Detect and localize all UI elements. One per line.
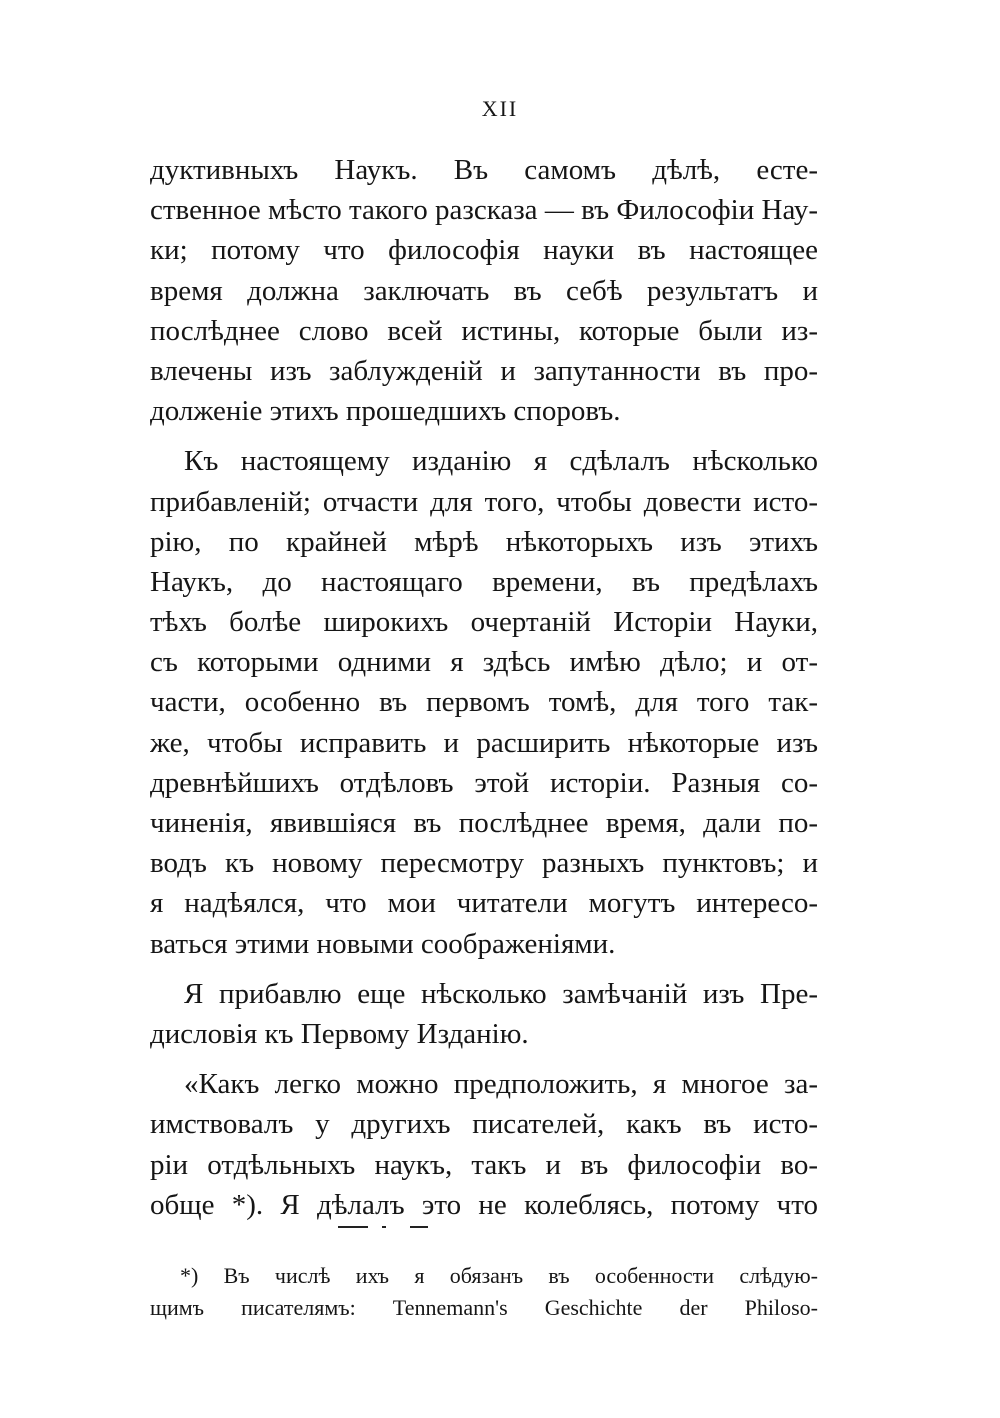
text-line: рiю, по крайней мѣрѣ нѣкоторыхъ изъ этихъ [150, 525, 818, 558]
text-line: тѣхъ болѣе широкихъ очертанiй Исторiи Науки, [150, 606, 818, 639]
separator-dot [382, 1226, 386, 1228]
text-line: имствовалъ у другихъ писателей, какъ въ исто- [150, 1108, 818, 1141]
text-line: прибавленiй; отчасти для того, чтобы довести исто- [150, 485, 818, 518]
text-line: послѣднее слово всей истины, которые были из- [150, 314, 818, 347]
footnote-line: *) Въ числѣ ихъ я обязанъ въ особенности слѣдую- [180, 1263, 818, 1288]
text-line: я надѣялся, что мои читатели могутъ интересо- [150, 887, 818, 920]
text-line: же, чтобы исправить и расширить нѣкоторые изъ [150, 726, 818, 759]
text-line: водъ къ новому пересмотру разныхъ пунктовъ; и [150, 847, 818, 880]
paragraph-1 [150, 150, 818, 431]
separator-dash [338, 1226, 368, 1228]
text-line: дуктивныхъ Наукъ. Въ самомъ дѣлѣ, есте- [150, 154, 818, 186]
text-line: Наукъ, до настоящаго времени, въ предѣлахъ [150, 565, 818, 598]
text-line: Я прибавлю еще нѣсколько замѣчанiй изъ Пре- [184, 977, 818, 1010]
paragraph-3 [150, 974, 818, 1054]
footnote-separator [338, 1222, 428, 1232]
text-line: ваться этими новыми соображенiями. [150, 927, 616, 960]
footnote-line: щимъ писателямъ: Tennemann's Geschichte der Philoso- [150, 1295, 818, 1320]
footnote [150, 1260, 818, 1324]
main-text [150, 150, 818, 1235]
separator-dash [410, 1226, 428, 1228]
paragraph-4 [150, 1064, 818, 1225]
page-number: XII [481, 96, 519, 121]
text-line: обще *). Я дѣлалъ это не колеблясь, потому что [150, 1188, 818, 1221]
text-line: дисловiя къ Первому Изданiю. [150, 1017, 529, 1050]
text-line: древнѣйшихъ отдѣловъ этой исторiи. Разныя со- [150, 766, 818, 799]
paragraph-2 [150, 441, 818, 963]
text-line: долженiе этихъ прошедшихъ споровъ. [150, 395, 621, 428]
text-line: части, особенно въ первомъ томѣ, для того так- [150, 686, 818, 719]
text-line: рiи отдѣльныхъ наукъ, такъ и въ философiи во- [150, 1148, 818, 1181]
text-line: ки; потому что философiя науки въ настоящее [150, 234, 818, 267]
text-line: влечены изъ заблужденiй и запутанности въ про- [150, 354, 818, 387]
text-line: время должна заключать въ себѣ результатъ и [150, 274, 818, 307]
text-line: съ которыми одними я здѣсь имѣю дѣло; и от- [150, 646, 818, 679]
text-line: чиненiя, явившiяся въ послѣднее время, дали по- [150, 807, 818, 839]
text-line: «Какъ легко можно предположить, я многое за- [184, 1068, 818, 1101]
text-line: Къ настоящему изданiю я сдѣлалъ нѣсколько [184, 445, 818, 478]
text-line: ственное мѣсто такого разсказа — въ Философiи Нау- [150, 194, 818, 227]
